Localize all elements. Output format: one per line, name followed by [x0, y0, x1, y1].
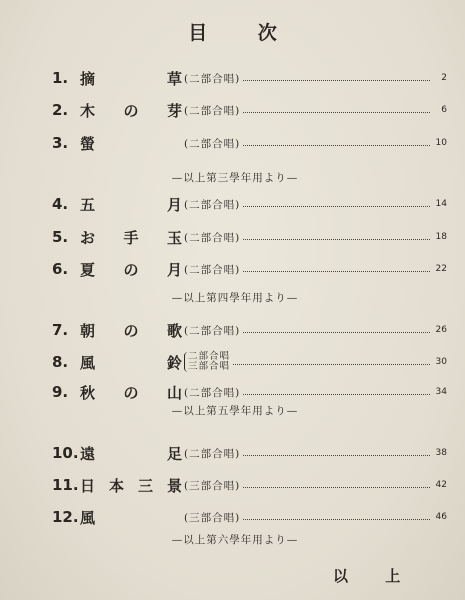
entry-title-char: 風: [80, 353, 96, 372]
entry-part-type: (三部合唱): [184, 479, 241, 492]
leader-dots: [243, 394, 430, 395]
leader-dots: [243, 112, 430, 113]
toc-entry: [52, 505, 447, 529]
entry-title-char: 秋: [80, 383, 96, 402]
entry-part-line: 二部合唱: [188, 351, 231, 362]
toc-entry: [52, 131, 447, 155]
entry-title-char: 夏: [80, 260, 96, 279]
entry-title-char: 本: [108, 476, 124, 495]
entry-number: 8.: [52, 353, 69, 371]
entry-title-char: 螢: [80, 134, 96, 153]
entry-title-char: 芽: [166, 101, 182, 120]
entry-part-type: (二部合唱): [184, 231, 241, 244]
entry-part-type: (二部合唱): [184, 263, 241, 276]
entry-title: [80, 320, 184, 341]
entry-page-number: 38: [435, 448, 447, 458]
entry-title-char: 足: [166, 444, 182, 463]
entry-title-char: 歌: [166, 321, 182, 340]
entry-title: [80, 475, 184, 496]
toc-entry: [52, 66, 447, 90]
entry-page-number: 22: [435, 264, 447, 274]
entry-number: 6.: [52, 260, 69, 278]
entry-title-char: の: [123, 260, 139, 279]
entry-title-char: 景: [166, 476, 182, 495]
entry-page-number: 26: [435, 325, 447, 335]
entry-part-type: (二部合唱): [184, 137, 241, 150]
leader-dots: [243, 487, 430, 488]
entry-page-number: 42: [435, 480, 447, 490]
toc-entry: [52, 192, 447, 216]
leader-dots: [243, 519, 430, 520]
grade-separator: —以上第三學年用より—: [171, 172, 299, 184]
entry-number: 9.: [52, 383, 69, 401]
entry-page-number: 14: [435, 199, 447, 209]
entry-title-char: 手: [123, 228, 139, 247]
entry-page-number: 34: [435, 387, 447, 397]
entry-title: [80, 133, 184, 154]
toc-entry: [52, 473, 447, 497]
leader-dots: [243, 239, 430, 240]
entry-title: [80, 259, 184, 280]
entry-page-number: 30: [435, 357, 447, 367]
entry-title-char: の: [123, 383, 139, 402]
entry-title: [80, 100, 184, 121]
entry-title-char: 月: [166, 195, 182, 214]
entry-part-type: (二部合唱): [184, 447, 241, 460]
entry-part-type: (二部合唱): [184, 104, 241, 117]
entry-title-char: 玉: [166, 228, 182, 247]
entry-title-char: 朝: [80, 321, 96, 340]
entry-title-char: お: [80, 228, 96, 247]
end-mark: 以 上: [333, 567, 417, 585]
toc-entry: [52, 257, 447, 281]
entry-part-line: 三部合唱: [188, 361, 231, 372]
entry-number: 7.: [52, 321, 69, 339]
toc-entry: [52, 350, 447, 374]
toc-entry: [52, 225, 447, 249]
entry-title-char: 日: [80, 476, 96, 495]
entry-title-char: 草: [166, 69, 182, 88]
entry-page-number: 6: [441, 105, 447, 115]
leader-dots: [243, 206, 430, 207]
entry-title-char: 五: [80, 195, 96, 214]
entry-number: 11.: [52, 476, 79, 494]
page-title: 目 次: [188, 22, 299, 44]
entry-part-type: (二部合唱): [184, 72, 241, 85]
entry-part-type: (二部合唱): [184, 198, 241, 211]
entry-title: [80, 68, 184, 89]
entry-number: 4.: [52, 195, 69, 213]
entry-title: [80, 507, 184, 528]
entry-title-char: 山: [166, 383, 182, 402]
leader-dots: [243, 455, 430, 456]
entry-title: [80, 352, 184, 373]
entry-title: [80, 194, 184, 215]
entry-number: 1.: [52, 69, 69, 87]
entry-number: 3.: [52, 134, 69, 152]
grade-separator: —以上第六學年用より—: [171, 534, 299, 546]
entry-number: 5.: [52, 228, 69, 246]
leader-dots: [243, 332, 430, 333]
grade-separator: —以上第五學年用より—: [171, 405, 299, 417]
entry-part-type: [184, 352, 230, 372]
toc-entry: [52, 318, 447, 342]
entry-page-number: 18: [435, 232, 447, 242]
grade-separator: —以上第四學年用より—: [171, 292, 299, 304]
entry-title-char: 風: [80, 508, 96, 527]
entry-number: 12.: [52, 508, 79, 526]
entry-title-char: 月: [166, 260, 182, 279]
entry-page-number: 2: [441, 73, 447, 83]
entry-title-char: 摘: [80, 69, 96, 88]
entry-part-type: (二部合唱): [184, 386, 241, 399]
entry-part-type: (二部合唱): [184, 324, 241, 337]
entry-title-char: の: [123, 101, 139, 120]
entry-page-number: 10: [435, 138, 447, 148]
toc-entry: [52, 380, 447, 404]
leader-dots: [233, 364, 430, 365]
entry-number: 2.: [52, 101, 69, 119]
leader-dots: [243, 80, 430, 81]
entry-title-char: 遠: [80, 444, 96, 463]
toc-entry: [52, 98, 447, 122]
entry-title-char: 鈴: [166, 353, 182, 372]
entry-title-char: 三: [137, 476, 153, 495]
entry-title-char: 木: [80, 101, 96, 120]
entry-part-type: (三部合唱): [184, 511, 241, 524]
entry-title-char: の: [123, 321, 139, 340]
leader-dots: [243, 145, 430, 146]
toc-entry: [52, 441, 447, 465]
entry-number: 10.: [52, 444, 79, 462]
entry-title: [80, 443, 184, 464]
entry-title: [80, 382, 184, 403]
entry-page-number: 46: [435, 512, 447, 522]
leader-dots: [243, 271, 430, 272]
entry-title: [80, 227, 184, 248]
